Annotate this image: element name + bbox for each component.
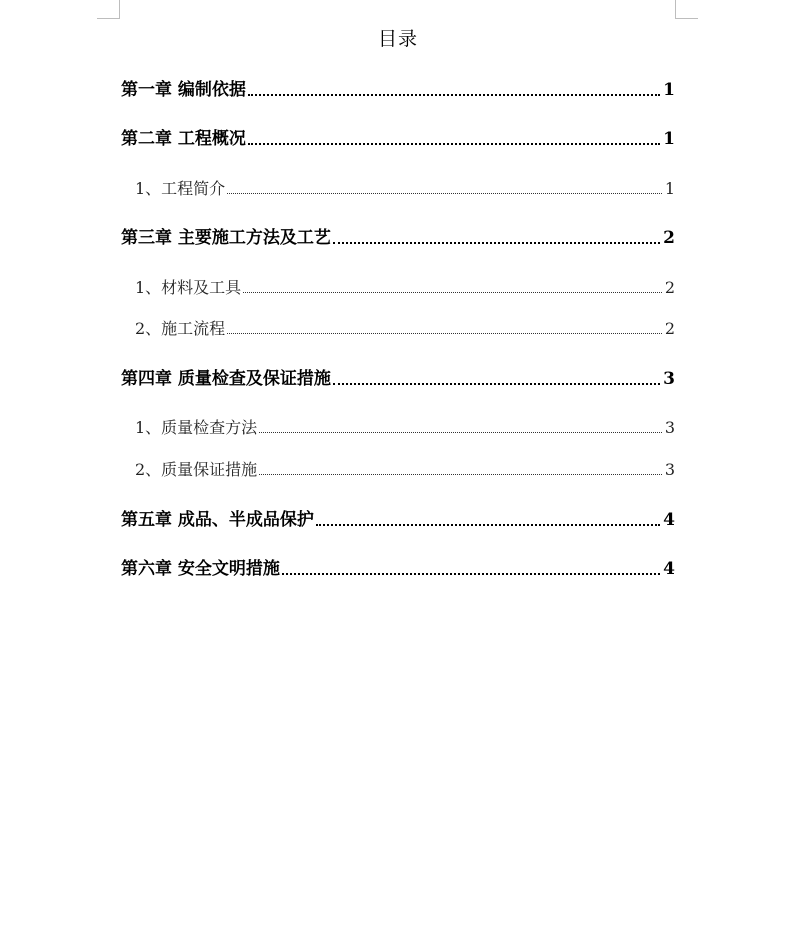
toc-entry-section-3-1[interactable] [135, 276, 675, 300]
dot-leader [259, 431, 662, 433]
toc-entry-page: 3 [663, 369, 675, 389]
toc-entry-section-2-1[interactable] [135, 177, 675, 201]
toc-entry-label: 2、质量保证措施 [135, 460, 258, 479]
toc-entry-chapter-4[interactable] [121, 367, 675, 391]
toc-entry-page: 2 [663, 228, 675, 248]
toc-entry-page: 4 [663, 559, 675, 579]
toc-entry-chapter-3[interactable] [121, 226, 675, 250]
dot-leader [259, 473, 662, 475]
dot-leader [282, 572, 660, 575]
toc-entry-page: 3 [664, 460, 675, 479]
dot-leader [333, 382, 660, 385]
toc-entry-page: 1 [663, 129, 675, 149]
toc-entry-label: 第一章 编制依据 [121, 80, 246, 100]
dot-leader [227, 192, 662, 194]
dot-leader [243, 291, 662, 293]
toc-entry-page: 4 [663, 510, 675, 530]
dot-leader [227, 332, 662, 334]
toc-entry-chapter-1[interactable] [121, 78, 675, 102]
toc-entry-label: 2、施工流程 [135, 319, 226, 338]
dot-leader [248, 93, 660, 96]
toc-entry-chapter-6[interactable] [121, 557, 675, 581]
toc-title: 目录 [377, 28, 418, 50]
toc-entry-section-4-1[interactable] [135, 416, 675, 440]
toc-entry-page: 3 [664, 418, 675, 437]
crop-mark-top-left [97, 0, 120, 19]
toc-entry-section-4-2[interactable] [135, 458, 675, 482]
toc-entry-page: 2 [664, 319, 675, 338]
toc-entry-label: 第四章 质量检查及保证措施 [121, 369, 331, 389]
toc-entry-label: 第二章 工程概况 [121, 129, 246, 149]
crop-mark-top-right [675, 0, 698, 19]
toc-entry-chapter-5[interactable] [121, 508, 675, 532]
toc-entry-label: 第五章 成品、半成品保护 [121, 510, 314, 530]
toc-entry-section-3-2[interactable] [135, 317, 675, 341]
toc-entry-page: 2 [664, 278, 675, 297]
dot-leader [248, 142, 660, 145]
toc-entry-label: 1、质量检查方法 [135, 418, 258, 437]
toc-entry-label: 第六章 安全文明措施 [121, 559, 280, 579]
toc-entry-page: 1 [664, 179, 675, 198]
toc-entry-page: 1 [663, 80, 675, 100]
toc-entry-label: 1、材料及工具 [135, 278, 242, 297]
toc-entry-label: 1、工程简介 [135, 179, 226, 198]
toc-entry-chapter-2[interactable] [121, 127, 675, 151]
dot-leader [333, 241, 660, 244]
toc-entry-label: 第三章 主要施工方法及工艺 [121, 228, 331, 248]
dot-leader [316, 523, 660, 526]
